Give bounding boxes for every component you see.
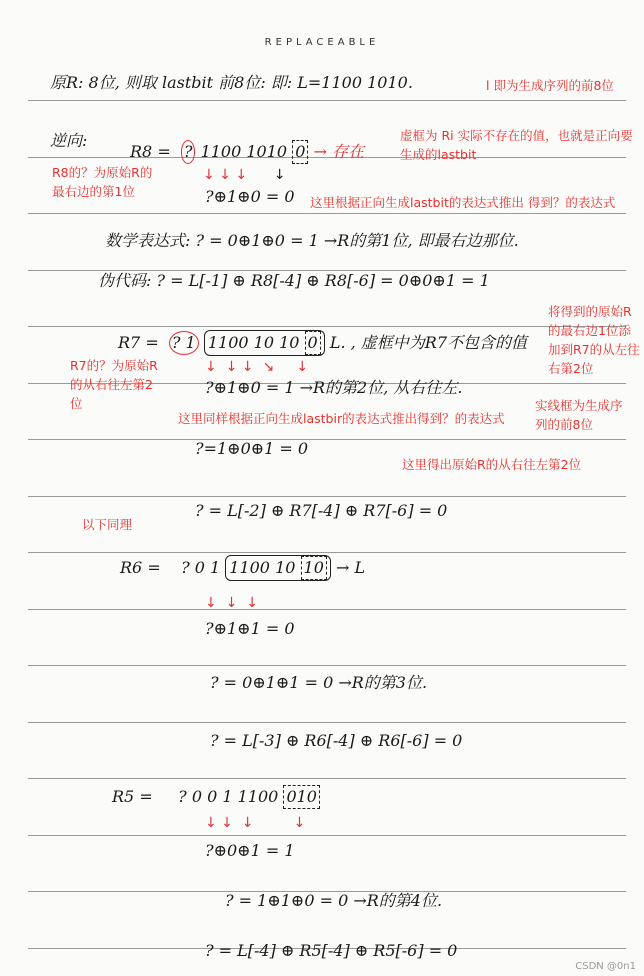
ruled-line [28, 665, 626, 666]
hw-r6-bits: 1100 10 [229, 558, 296, 577]
arrow-down-icon: ↓ ↓ ↓ ↓ [205, 815, 306, 831]
arrow-down-icon: ↓ ↓ ↓ ↘ ↓ [205, 359, 309, 375]
annotation-dashed-box: 虚框为 Ri 实际不存在的值，也就是正向要生成的lastbit [400, 128, 633, 162]
hw-r6-note: → L [335, 558, 366, 577]
watermark: CSDN @0n1 [575, 961, 636, 972]
annotation-r7-result: 这里得出原始R的从右往左第2位 [402, 457, 582, 472]
hw-r5-bits: ? 0 0 1 1100 [178, 787, 279, 806]
hw-r7-solid-box [204, 330, 325, 356]
ruled-line [28, 552, 626, 553]
arrow-down-icon: ↓ ↓ ↓ ↓ [203, 167, 286, 183]
hw-r6-label: R6 = [120, 558, 161, 577]
ruled-line [28, 439, 626, 440]
annotation-append-bit: 将得到的原始R的最右边1位添加到R7的从左往右第2位 [548, 304, 640, 376]
hw-r6-math: ? = 0⊕1⊕1 = 0 →R的第3位. [210, 673, 428, 692]
hw-r6-prefix: ? 0 1 [181, 558, 221, 577]
hw-r8-unknown: ? [181, 140, 196, 164]
hw-r7-row [118, 330, 527, 356]
hw-intro: 原R: 8位, 则取 lastbit 前8位: 即: L=1100 1010. [50, 73, 413, 92]
ruled-line [28, 778, 626, 779]
annotation-l-prefix: l 即为生成序列的前8位 [486, 78, 614, 93]
hw-r5-pseudocode: ? = L[-4] ⊕ R5[-4] ⊕ R5[-6] = 0 [205, 941, 458, 960]
hw-r7-label: R7 = [118, 333, 159, 352]
hw-r5-math: ? = 1⊕1⊕0 = 0 →R的第4位. [225, 891, 443, 910]
ruled-line [28, 100, 626, 101]
hw-r7-pseudocode: ? = L[-2] ⊕ R7[-4] ⊕ R7[-6] = 0 [195, 501, 448, 520]
ruled-line [28, 609, 626, 610]
hw-r5-eq: ?⊕0⊕1 = 1 [205, 841, 295, 860]
hw-r8-eq: ?⊕1⊕0 = 0 [205, 187, 295, 206]
hw-r5-label: R5 = [112, 787, 153, 806]
annotation-r7-expr: 这里同样根据正向生成lastbir的表达式推出得到？的表达式 [178, 411, 505, 426]
ruled-line [28, 326, 626, 327]
hw-r6-solid-box [225, 555, 331, 581]
hw-r8-row [130, 140, 364, 164]
hw-r6-dashed: 10 [301, 556, 327, 580]
hw-r7-math: ?=1⊕0⊕1 = 0 [195, 439, 309, 458]
hw-r5-dashed: 010 [283, 785, 320, 809]
hw-r7-note: L. , 虚框中为R7不包含的值 [329, 333, 528, 352]
hw-reverse-label: 逆向: [50, 131, 88, 150]
hw-r6-pseudocode: ? = L[-3] ⊕ R6[-4] ⊕ R6[-6] = 0 [210, 731, 463, 750]
hw-math-expr: 数学表达式: ? = 0⊕1⊕0 = 1 →R的第1位, 即最右边那位. [105, 231, 519, 250]
hw-r8-bits: 1100 1010 [200, 142, 288, 161]
brand-header: REPLACEABLE [264, 37, 380, 48]
hw-r6-eq: ?⊕1⊕1 = 0 [205, 619, 295, 638]
annotation-r8-unknown: R8的？为原始R的最右边的第1位 [52, 165, 153, 199]
hw-r6-row [120, 555, 365, 581]
hw-pseudocode: 伪代码: ? = L[-1] ⊕ R8[-4] ⊕ R8[-6] = 0⊕0⊕1 = 1 [98, 271, 490, 290]
ruled-line [28, 722, 626, 723]
ruled-line [28, 496, 626, 497]
annotation-r7-unknown: R7的？为原始R的从右往左第2位 [70, 358, 158, 411]
hw-r5-row [112, 785, 320, 809]
hw-r7-dashed: 0 [305, 331, 321, 355]
ruled-line [28, 835, 626, 836]
hw-r7-eq: ?⊕1⊕0 = 1 →R的第2位, 从右往左. [205, 378, 463, 397]
annotation-same-below: 以下同理 [82, 517, 133, 532]
hw-r7-unknown: ? 1 [169, 331, 199, 355]
hw-r8-dashed: 0 [292, 140, 308, 164]
hw-r8-note: → 存在 [313, 142, 364, 161]
annotation-r8-expr: 这里根据正向生成lastbit的表达式推出 得到？的表达式 [310, 195, 616, 210]
annotation-solid-box: 实线框为生成序列的前8位 [535, 398, 623, 432]
hw-r7-bits: 1100 10 10 [207, 333, 300, 352]
hw-r8-label: R8 = [130, 142, 171, 161]
ruled-line [28, 213, 626, 214]
arrow-down-icon: ↓ ↓ ↓ [205, 595, 258, 611]
